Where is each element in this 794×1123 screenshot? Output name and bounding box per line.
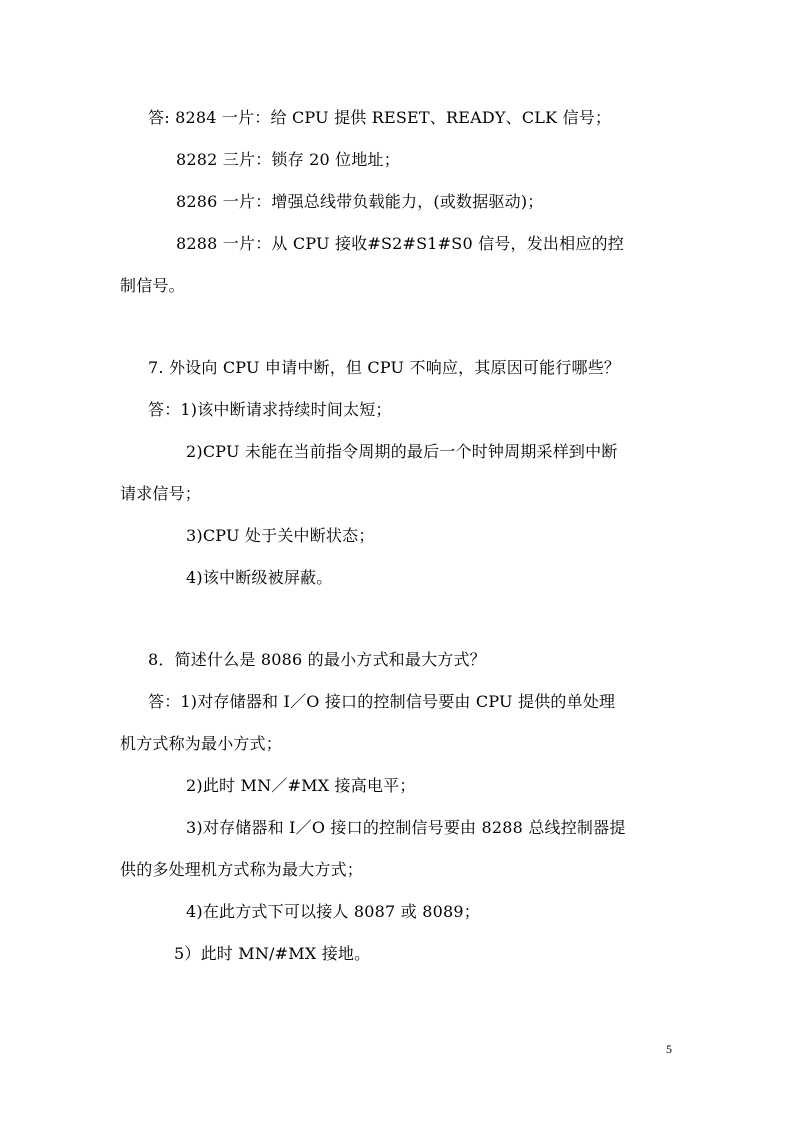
answer-text: 4)该中断级被屏蔽。 [186,568,333,587]
answer-text: 4)在此方式下可以接人 8087 或 8089； [186,902,480,921]
answer-text: 8288 一片：从 CPU 接收#S2#S1#S0 信号，发出相应的控 [176,234,624,253]
answer-text: 3)CPU 处于关中断状态； [186,526,375,545]
answer-text: 2)此时 MN／#MX 接高电平； [186,776,416,795]
answer-text: 答：1)对存储器和 I／O 接口的控制信号要由 CPU 提供的单处理 [148,692,616,711]
question-heading: 8．简述什么是 8086 的最小方式和最大方式？ [148,650,486,669]
answer-text: 2)CPU 未能在当前指令周期的最后一个时钟周期采样到中断 [186,442,618,461]
answer-text: 3)对存储器和 I／O 接口的控制信号要由 8288 总线控制器提 [186,818,626,837]
answer-text: 机方式称为最小方式； [120,734,283,753]
question-heading: 7. 外设向 CPU 申请中断，但 CPU 不响应，其原因可能行哪些？ [148,358,621,377]
answer-text: 供的多处理机方式称为最大方式； [120,860,364,879]
answer-text: 答: 8284 一片：给 CPU 提供 RESET、READY、CLK 信号； [148,108,612,127]
answer-text: 请求信号； [120,484,202,503]
answer-text: 8286 一片：增强总线带负载能力，(或数据驱动)； [176,192,544,211]
answer-text: 答：1)该中断请求持续时间太短； [148,400,392,419]
answer-text: 5）此时 MN/#MX 接地。 [174,944,371,963]
answer-text: 8282 三片：锁存 20 位地址； [176,150,400,169]
answer-text: 制信号。 [120,276,185,295]
page-number: 5 [666,1042,672,1056]
